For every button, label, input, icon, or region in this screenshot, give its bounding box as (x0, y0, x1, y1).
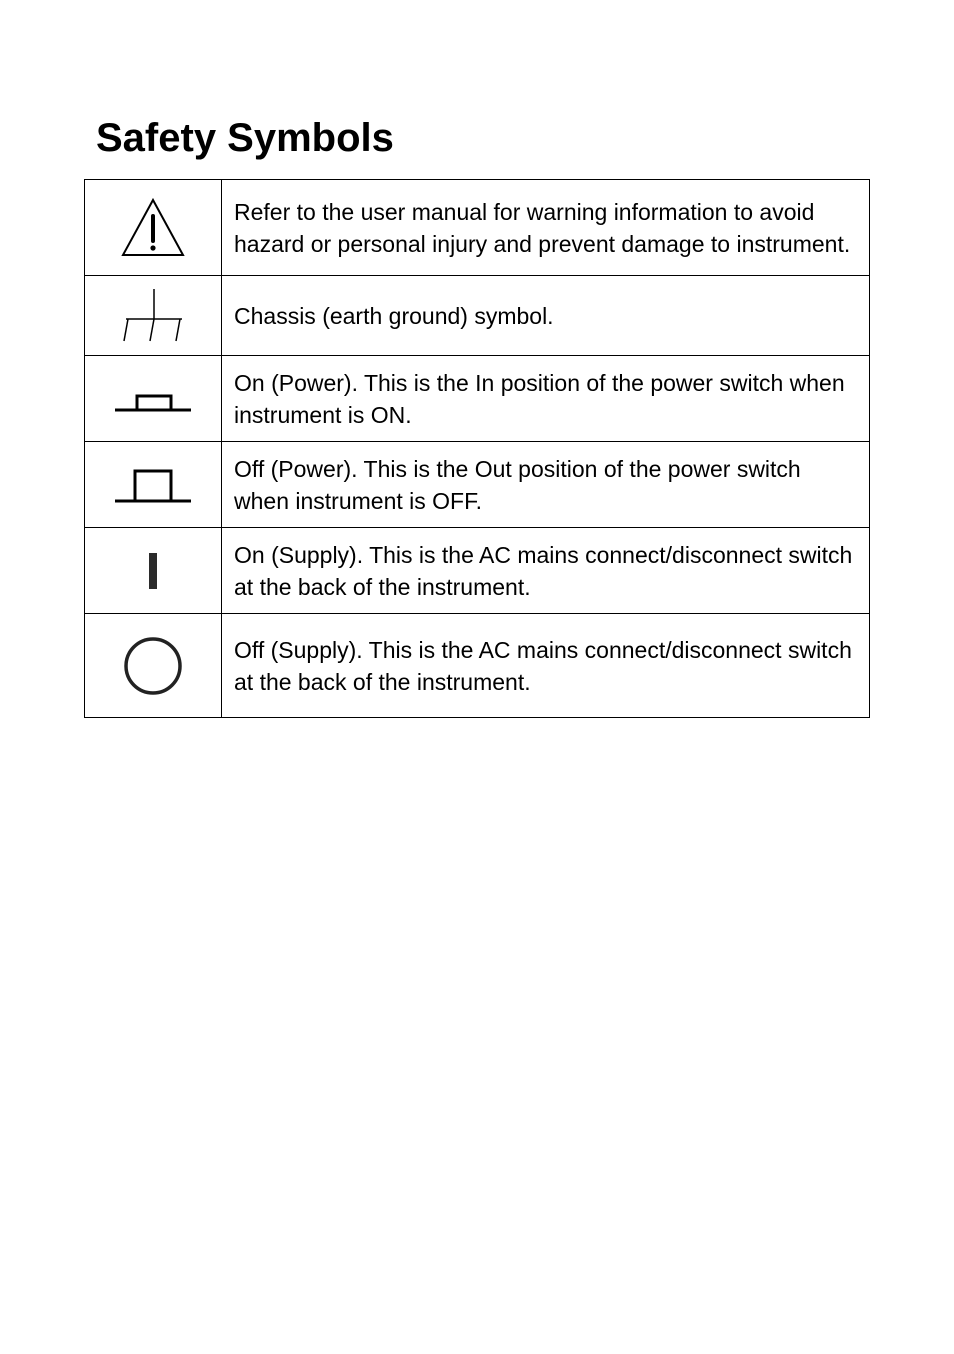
symbol-description: Chassis (earth ground) symbol. (222, 276, 870, 356)
table-row (85, 528, 870, 614)
supply-on-bar-icon (143, 551, 163, 591)
chassis-ground-icon (118, 287, 188, 345)
power-off-out-position-icon (113, 465, 193, 505)
table-row (85, 180, 870, 276)
symbol-description: On (Power). This is the In position of the power switch when instrument is ON. (222, 356, 870, 442)
table-row (85, 614, 870, 718)
symbol-cell (85, 614, 222, 718)
symbol-cell (85, 356, 222, 442)
table-row (85, 442, 870, 528)
symbol-cell (85, 180, 222, 276)
symbol-description: Off (Supply). This is the AC mains connect/disconnect switch at the back of the instrument. (222, 614, 870, 718)
symbol-description: Refer to the user manual for warning information to avoid hazard or personal injury and prevent damage to instrument. (222, 180, 870, 276)
table-row (85, 356, 870, 442)
power-on-in-position-icon (113, 384, 193, 414)
symbol-description: On (Supply). This is the AC mains connect/disconnect switch at the back of the instrument. (222, 528, 870, 614)
table-row (85, 276, 870, 356)
symbol-description: Off (Power). This is the Out position of the power switch when instrument is OFF. (222, 442, 870, 528)
page-title: Safety Symbols (96, 116, 394, 160)
symbol-cell (85, 528, 222, 614)
symbol-cell (85, 276, 222, 356)
symbol-cell (85, 442, 222, 528)
supply-off-circle-icon (121, 636, 185, 696)
warning-triangle-icon (120, 197, 186, 259)
safety-symbols-table (84, 179, 870, 718)
